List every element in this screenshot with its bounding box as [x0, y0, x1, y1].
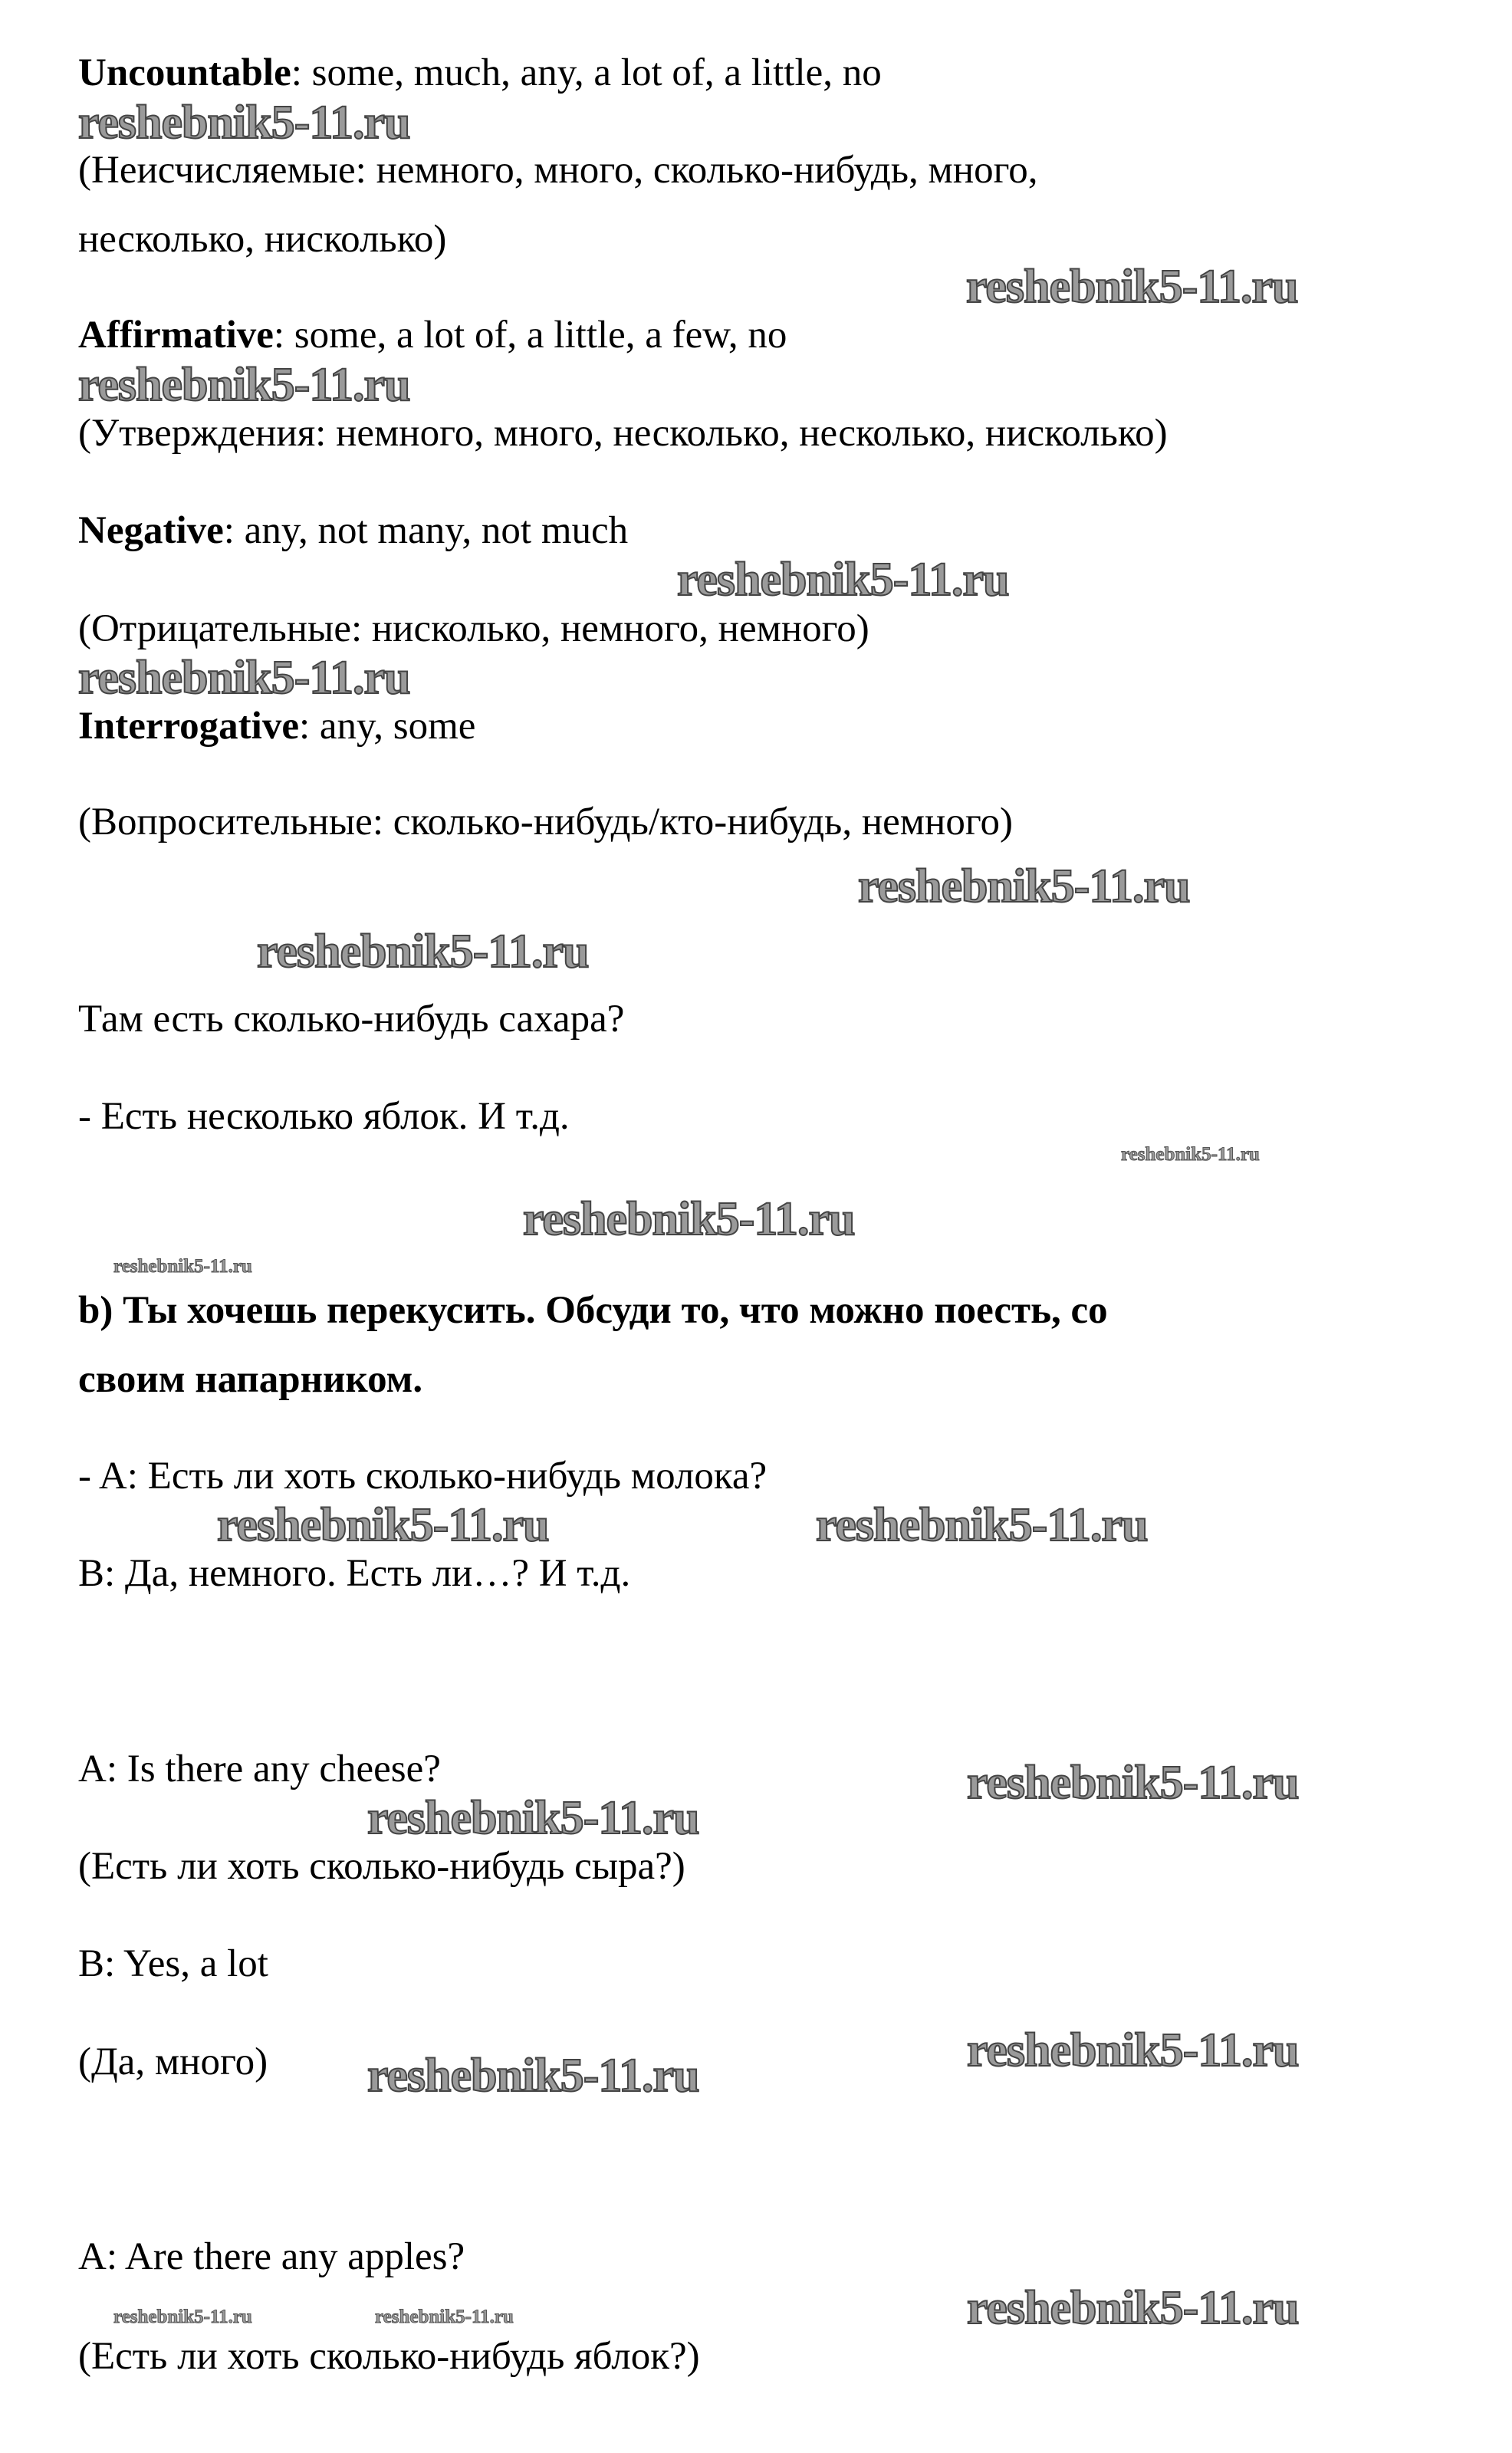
- watermark: reshebnik5-11.ru: [967, 1757, 1299, 1809]
- negative-text: : any, not many, not much: [223, 509, 629, 552]
- watermark: reshebnik5-11.ru: [375, 2307, 514, 2327]
- interrogative-text: : any, some: [298, 705, 476, 748]
- task-b-heading-2: своим напарником.: [78, 1358, 423, 1401]
- affirmative-text: : some, a lot of, a little, a few, no: [273, 314, 787, 357]
- affirmative-label: Affirmative: [78, 314, 274, 357]
- dialog-line: (Есть ли хоть сколько-нибудь яблок?): [78, 2335, 700, 2378]
- watermark: reshebnik5-11.ru: [367, 2050, 699, 2102]
- watermark: reshebnik5-11.ru: [858, 860, 1190, 912]
- watermark: reshebnik5-11.ru: [967, 2024, 1299, 2077]
- dialog-line: A: Is there any cheese?: [78, 1748, 441, 1790]
- uncountable-translation-1: (Неисчисляемые: немного, много, сколько-нибудь, много,: [78, 149, 1038, 192]
- uncountable-translation-2: несколько, нисколько): [78, 218, 447, 261]
- dialog-line: (Да, много): [78, 2040, 268, 2083]
- watermark: reshebnik5-11.ru: [78, 359, 410, 411]
- negative-label: Negative: [78, 509, 224, 552]
- watermark: reshebnik5-11.ru: [78, 652, 410, 704]
- interrogative-label: Interrogative: [78, 705, 299, 748]
- interrogative-translation: (Вопросительные: сколько-нибудь/кто-нибудь, немного): [78, 801, 1013, 843]
- dialog-line: A: Are there any apples?: [78, 2235, 465, 2278]
- watermark: reshebnik5-11.ru: [967, 2282, 1299, 2334]
- uncountable-label: Uncountable: [78, 51, 291, 94]
- affirmative-line: [78, 314, 787, 357]
- negative-translation: (Отрицательные: нисколько, немного, немного): [78, 607, 869, 650]
- watermark: reshebnik5-11.ru: [217, 1499, 549, 1551]
- watermark: reshebnik5-11.ru: [78, 97, 410, 149]
- watermark: reshebnik5-11.ru: [113, 1256, 252, 1277]
- watermark: reshebnik5-11.ru: [523, 1193, 855, 1245]
- negative-line: [78, 509, 628, 552]
- affirmative-translation: (Утверждения: немного, много, несколько, несколько, нисколько): [78, 412, 1168, 455]
- watermark: reshebnik5-11.ru: [966, 261, 1298, 313]
- uncountable-line: [78, 51, 882, 94]
- watermark: reshebnik5-11.ru: [113, 2307, 252, 2327]
- watermark: reshebnik5-11.ru: [367, 1792, 699, 1844]
- watermark: reshebnik5-11.ru: [816, 1499, 1148, 1551]
- watermark: reshebnik5-11.ru: [257, 926, 589, 978]
- watermark: reshebnik5-11.ru: [677, 554, 1009, 606]
- uncountable-text: : some, much, any, a lot of, a little, no: [291, 51, 882, 94]
- dialog-line: B: Yes, a lot: [78, 1942, 268, 1985]
- watermark: reshebnik5-11.ru: [1121, 1144, 1260, 1165]
- example-1: Там есть сколько-нибудь сахара?: [78, 998, 625, 1041]
- task-b-heading-1: b) Ты хочешь перекусить. Обсуди то, что можно поесть, со: [78, 1289, 1108, 1332]
- example-2: - Есть несколько яблок. И т.д.: [78, 1095, 570, 1138]
- dialog-line: (Есть ли хоть сколько-нибудь сыра?): [78, 1845, 685, 1888]
- dialog-line-ru-1: - A: Есть ли хоть сколько-нибудь молока?: [78, 1455, 768, 1498]
- interrogative-line: [78, 705, 475, 748]
- dialog-line-ru-2: B: Да, немного. Есть ли…? И т.д.: [78, 1552, 631, 1595]
